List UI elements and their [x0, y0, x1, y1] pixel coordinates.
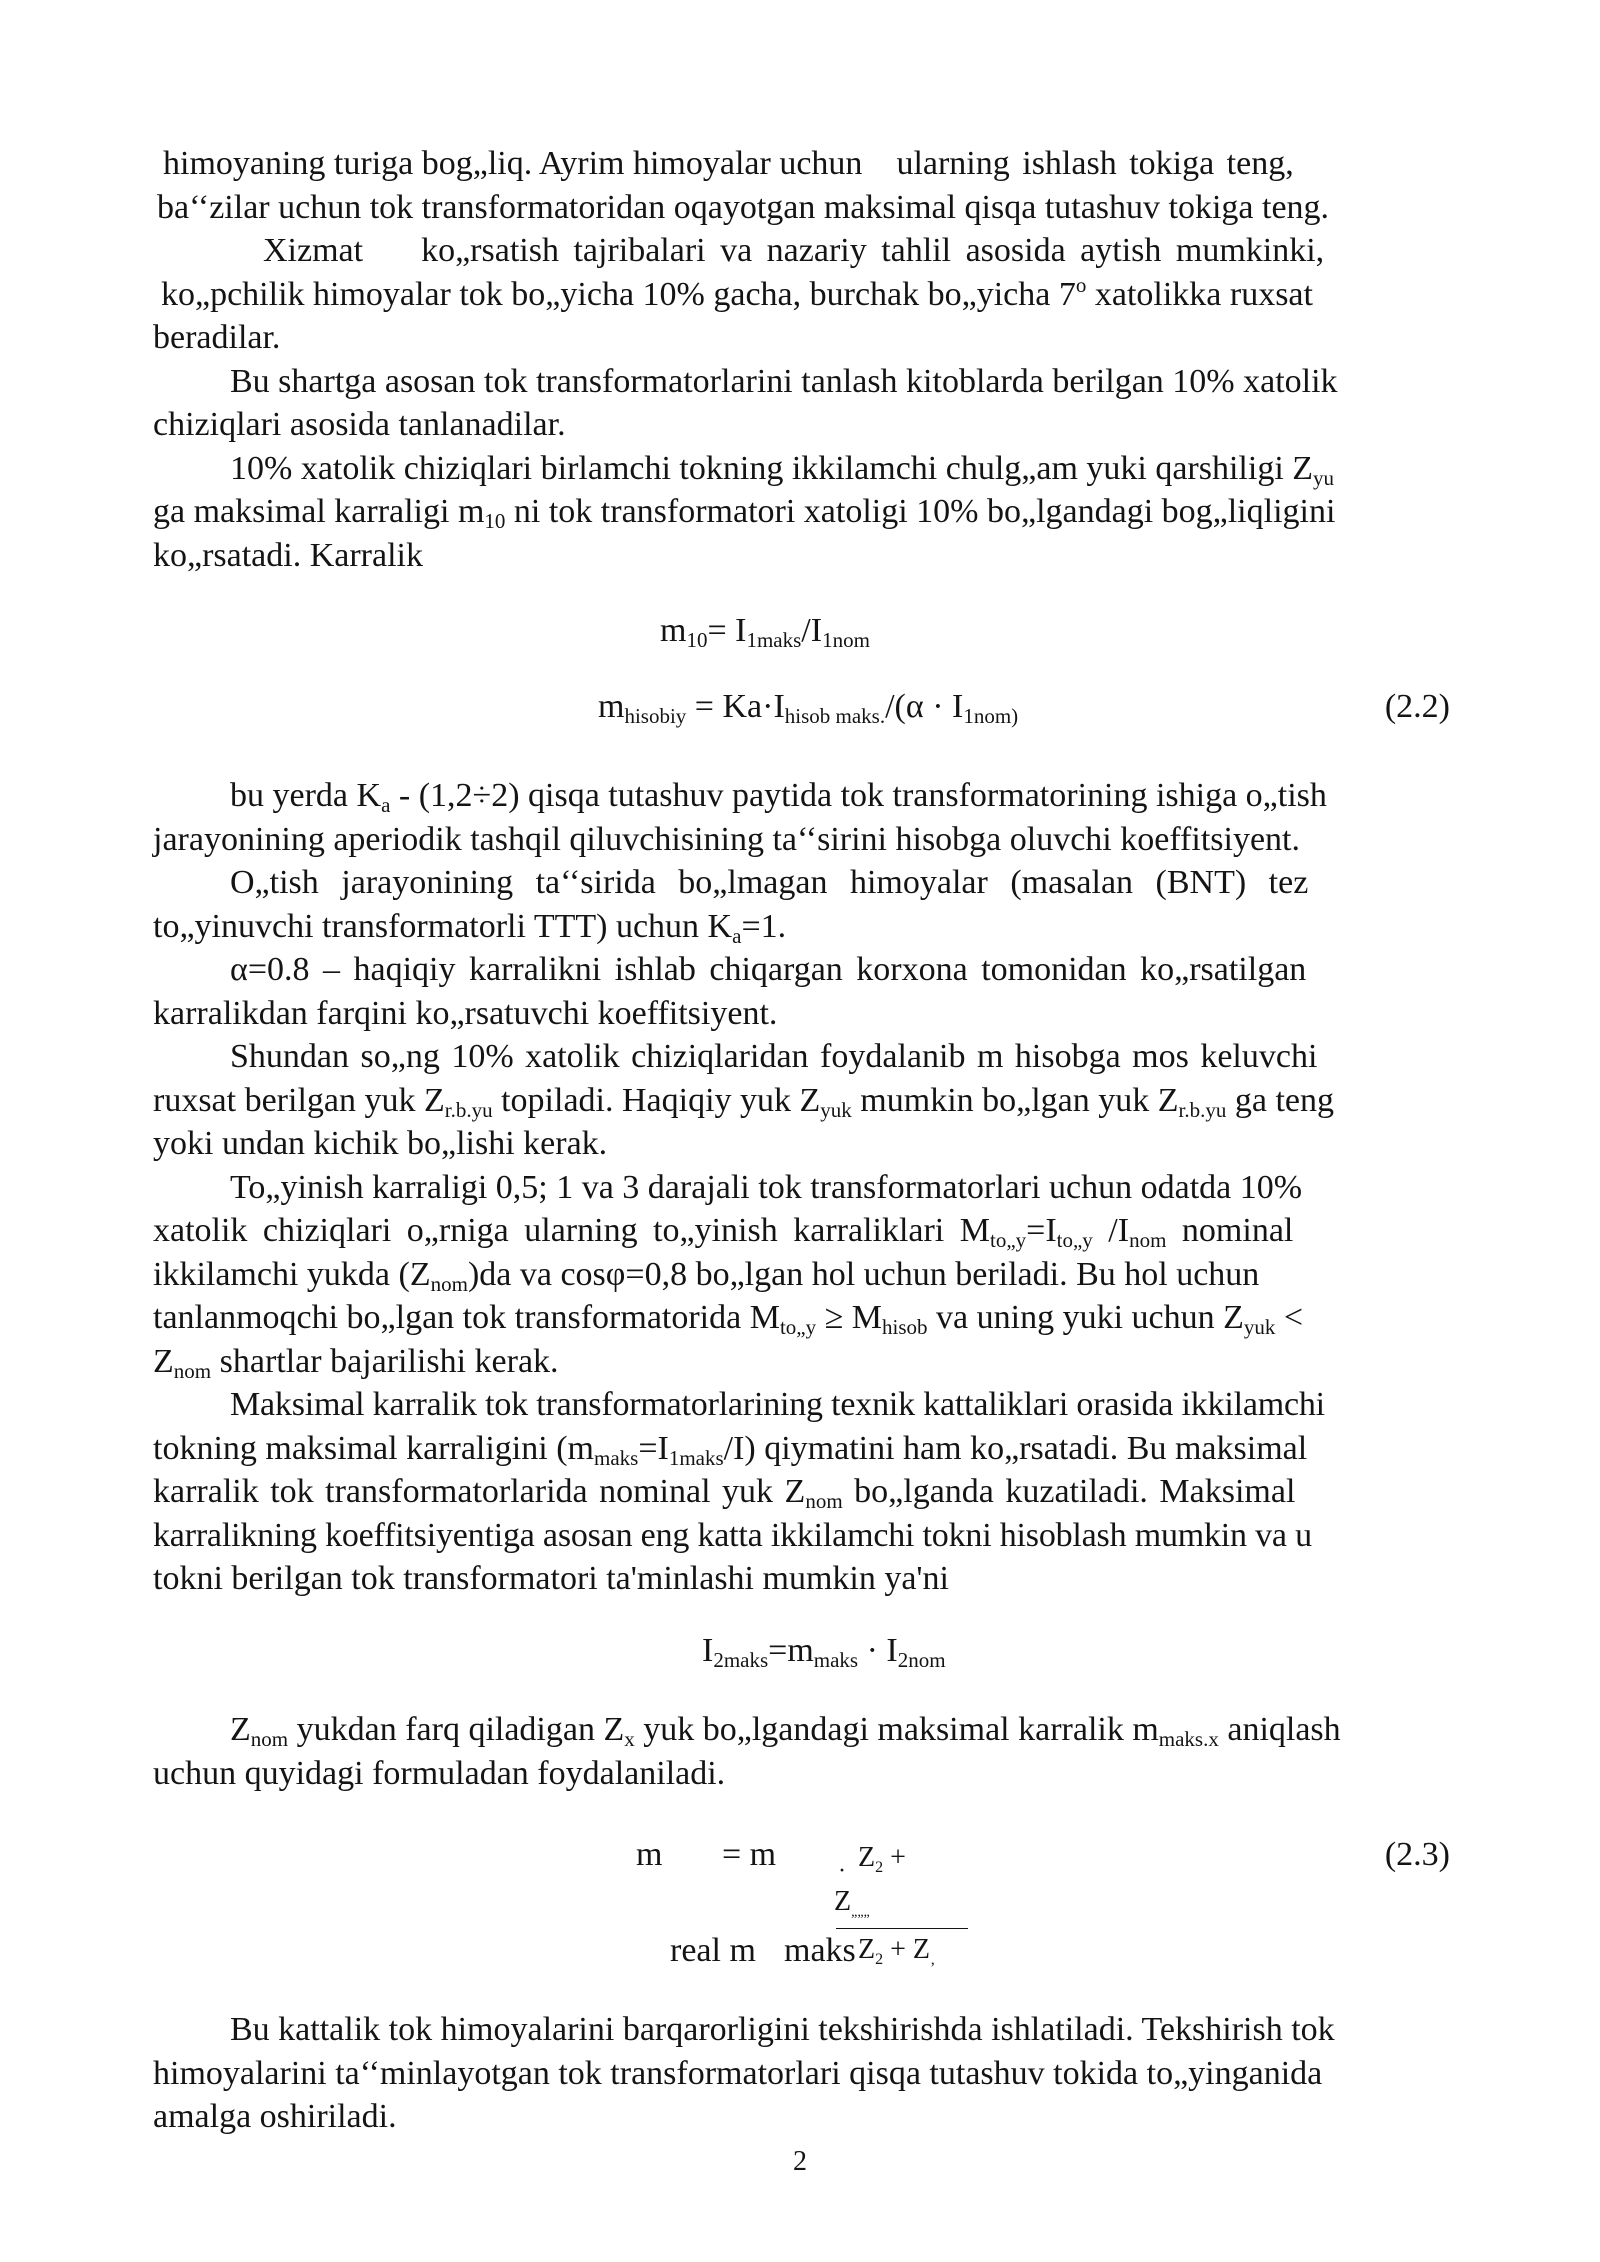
eq-denominator: $Z_2 + Z_‚$ — [858, 1934, 936, 1968]
text-line: ba‘‘zilar uchun tok transformatoridan oqayotgan maksimal qisqa tutashuv tokiga teng. — [157, 188, 1330, 226]
equation-number: (2.3) — [1384, 1836, 1450, 1873]
equation-number: (2.2) — [1384, 688, 1450, 725]
text-line: Bu kattalik tok himoyalarini barqarorligini tekshirishda ishlatiladi. Tekshirish tok — [230, 2011, 1335, 2048]
closing-paragraph — [153, 2008, 1450, 2139]
eq-subscript-real: real m — [670, 1932, 756, 1969]
eq-subscript-maks: maks — [784, 1932, 856, 1969]
text-line: 10% xatolik chiziqlari birlamchi tokning ikkilamchi chulg„am yuki qarshiligi $Z_{yu}$ — [230, 449, 1335, 490]
text-line: Shundan so„ng 10% xatolik chiziqlaridan foydalanib m hisobga mos keluvchi — [230, 1038, 1318, 1075]
eq-lhs-m: m — [636, 1836, 663, 1873]
text-line: karralikdan farqini ko„rsatuvchi koeffitsiyent. — [153, 994, 778, 1032]
eq-equals-m: = m — [722, 1836, 777, 1873]
text-line: ko„rsatadi. Karralik — [153, 536, 423, 574]
text-line: karralik tok transformatorlarida nominal yuk $Z_{nom}$ bo„lganda kuzatiladi. Maksimal — [153, 1473, 1296, 1513]
text-line: uchun quyidagi formuladan foydalaniladi. — [153, 1754, 726, 1792]
text-line: tokning maksimal karraligini $(m_{maks}=I_{1maks}/I)$ qiymatini ham ko„rsatadi. Bu maksimal — [153, 1429, 1308, 1470]
text-line: beradilar. — [153, 319, 281, 356]
equation-multiplicity: $m_{10}= I_{1maks}/I_{1nom}$ — [660, 612, 870, 652]
text-line: karralikning koeffitsiyentiga asosan eng katta ikkilamchi tokni hisoblash mumkin va u — [153, 1516, 1312, 1554]
text-line: ga maksimal karraligi $m_{10}$ ni tok transformatori xatoligi 10% bo„lgandagi bog„liqligini — [153, 493, 1336, 533]
text-line: To„yinish karraligi 0,5; 1 va 3 darajali tok transformatorlari uchun odatda 10% — [230, 1168, 1303, 1206]
text-line: himoyaning turiga bog„liq. Ayrim himoyalar uchun ularning ishlash tokiga teng, — [163, 145, 1294, 182]
text-line: xatolik chiziqlari o„rniga ularning to„yinish karraliklari $M_{to„y}=I_{to„y}$ $/I_{nom}$ nominal — [153, 1212, 1294, 1252]
text-line: ruxsat berilgan yuk $Z_{r.b.yu}$ topiladi. Haqiqiy yuk $Z_{yuk}$ mumkin bo„lgan yuk $Z_{r.b.yu}$ ga teng — [153, 1081, 1335, 1122]
text-line: ikkilamchi yukda $(Z_{nom})da$ va cosφ=0,8 bo„lgan hol uchun beriladi. Bu hol uchun — [153, 1255, 1260, 1296]
eq-dot: · — [838, 1858, 846, 1884]
text-line: jarayonining aperiodik tashqil qiluvchisining ta‘‘sirini hisobga oluvchi koeffitsiyent. — [153, 820, 1300, 858]
fraction-bar — [836, 1928, 968, 1929]
text-line: bu yerda $K_a - (1,2\div 2)$ qisqa tutashuv paytida tok transformatorining ishiga o„tish — [230, 777, 1327, 817]
text-line: to„yinuvchi transformatorli TTT) uchun $K_a=1$. — [153, 907, 787, 948]
text-line: α=0.8 – haqiqiy karralikni ishlab chiqargan korxona tomonidan ko„rsatilgan — [230, 951, 1307, 988]
text-line: yoki undan kichik bo„lishi kerak. — [153, 1125, 608, 1162]
text-line: Maksimal karralik tok transformatorlarining texnik kattaliklari orasida ikkilamchi — [230, 1386, 1325, 1423]
text-line: tanlanmoqchi bo„lgan tok transformatorida $M_{to„y} \ge M_{hisob}$ va uning yuki uchun $Z_{yuk}$ < — [153, 1299, 1304, 1339]
text-line: $Z_{nom}$ yukdan farq qiladigan $Z_x$ yuk bo„lgandagi maksimal karralik $m_{maks.x}$ aniqlash — [230, 1711, 1341, 1751]
text-line: ko„pchilik himoyalar tok bo„yicha 10% gacha, burchak bo„yicha 7$^o$ xatolikka ruxsat — [161, 272, 1313, 313]
text-line: chiziqlari asosida tanlanadilar. — [153, 406, 566, 443]
text-line: $Z_{nom}$ shartlar bajarilishi kerak. — [153, 1342, 559, 1383]
eq-z-term: $Z_{„„„}$ — [834, 1886, 870, 1920]
text-line: himoyalarini ta‘‘minlayotgan tok transformatorlari qisqa tutashuv tokida to„yinganida — [153, 2054, 1323, 2092]
text-line: amalga oshiriladi. — [153, 2098, 397, 2135]
intro-paragraph — [153, 142, 1450, 577]
formula-intro-paragraph — [153, 1708, 1450, 1795]
equation-2-2: $m_{hisobiy} = Ka\cdot I_{hisob maks.}/(\alpha \cdot I_{1nom)}$ — [598, 688, 1019, 728]
text-line: Xizmat ko„rsatish tajribalari va nazariy tahlil asosida aytish mumkinki, — [263, 232, 1325, 269]
eq-numerator: $Z_2$ + — [858, 1842, 906, 1876]
body-paragraphs — [153, 774, 1450, 1601]
page-number: 2 — [793, 2146, 807, 2177]
equation-i2maks: $I_{2maks}=m_{maks} \cdot I_{2nom}$ — [702, 1632, 946, 1672]
text-line: tokni berilgan tok transformatori ta'minlashi mumkin ya'ni — [153, 1560, 949, 1597]
text-line: O„tish jarayonining ta‘‘sirida bo„lmagan himoyalar (masalan (BNT) tez — [230, 864, 1309, 901]
text-line: Bu shartga asosan tok transformatorlarini tanlash kitoblarda berilgan 10% xatolik — [230, 362, 1338, 400]
